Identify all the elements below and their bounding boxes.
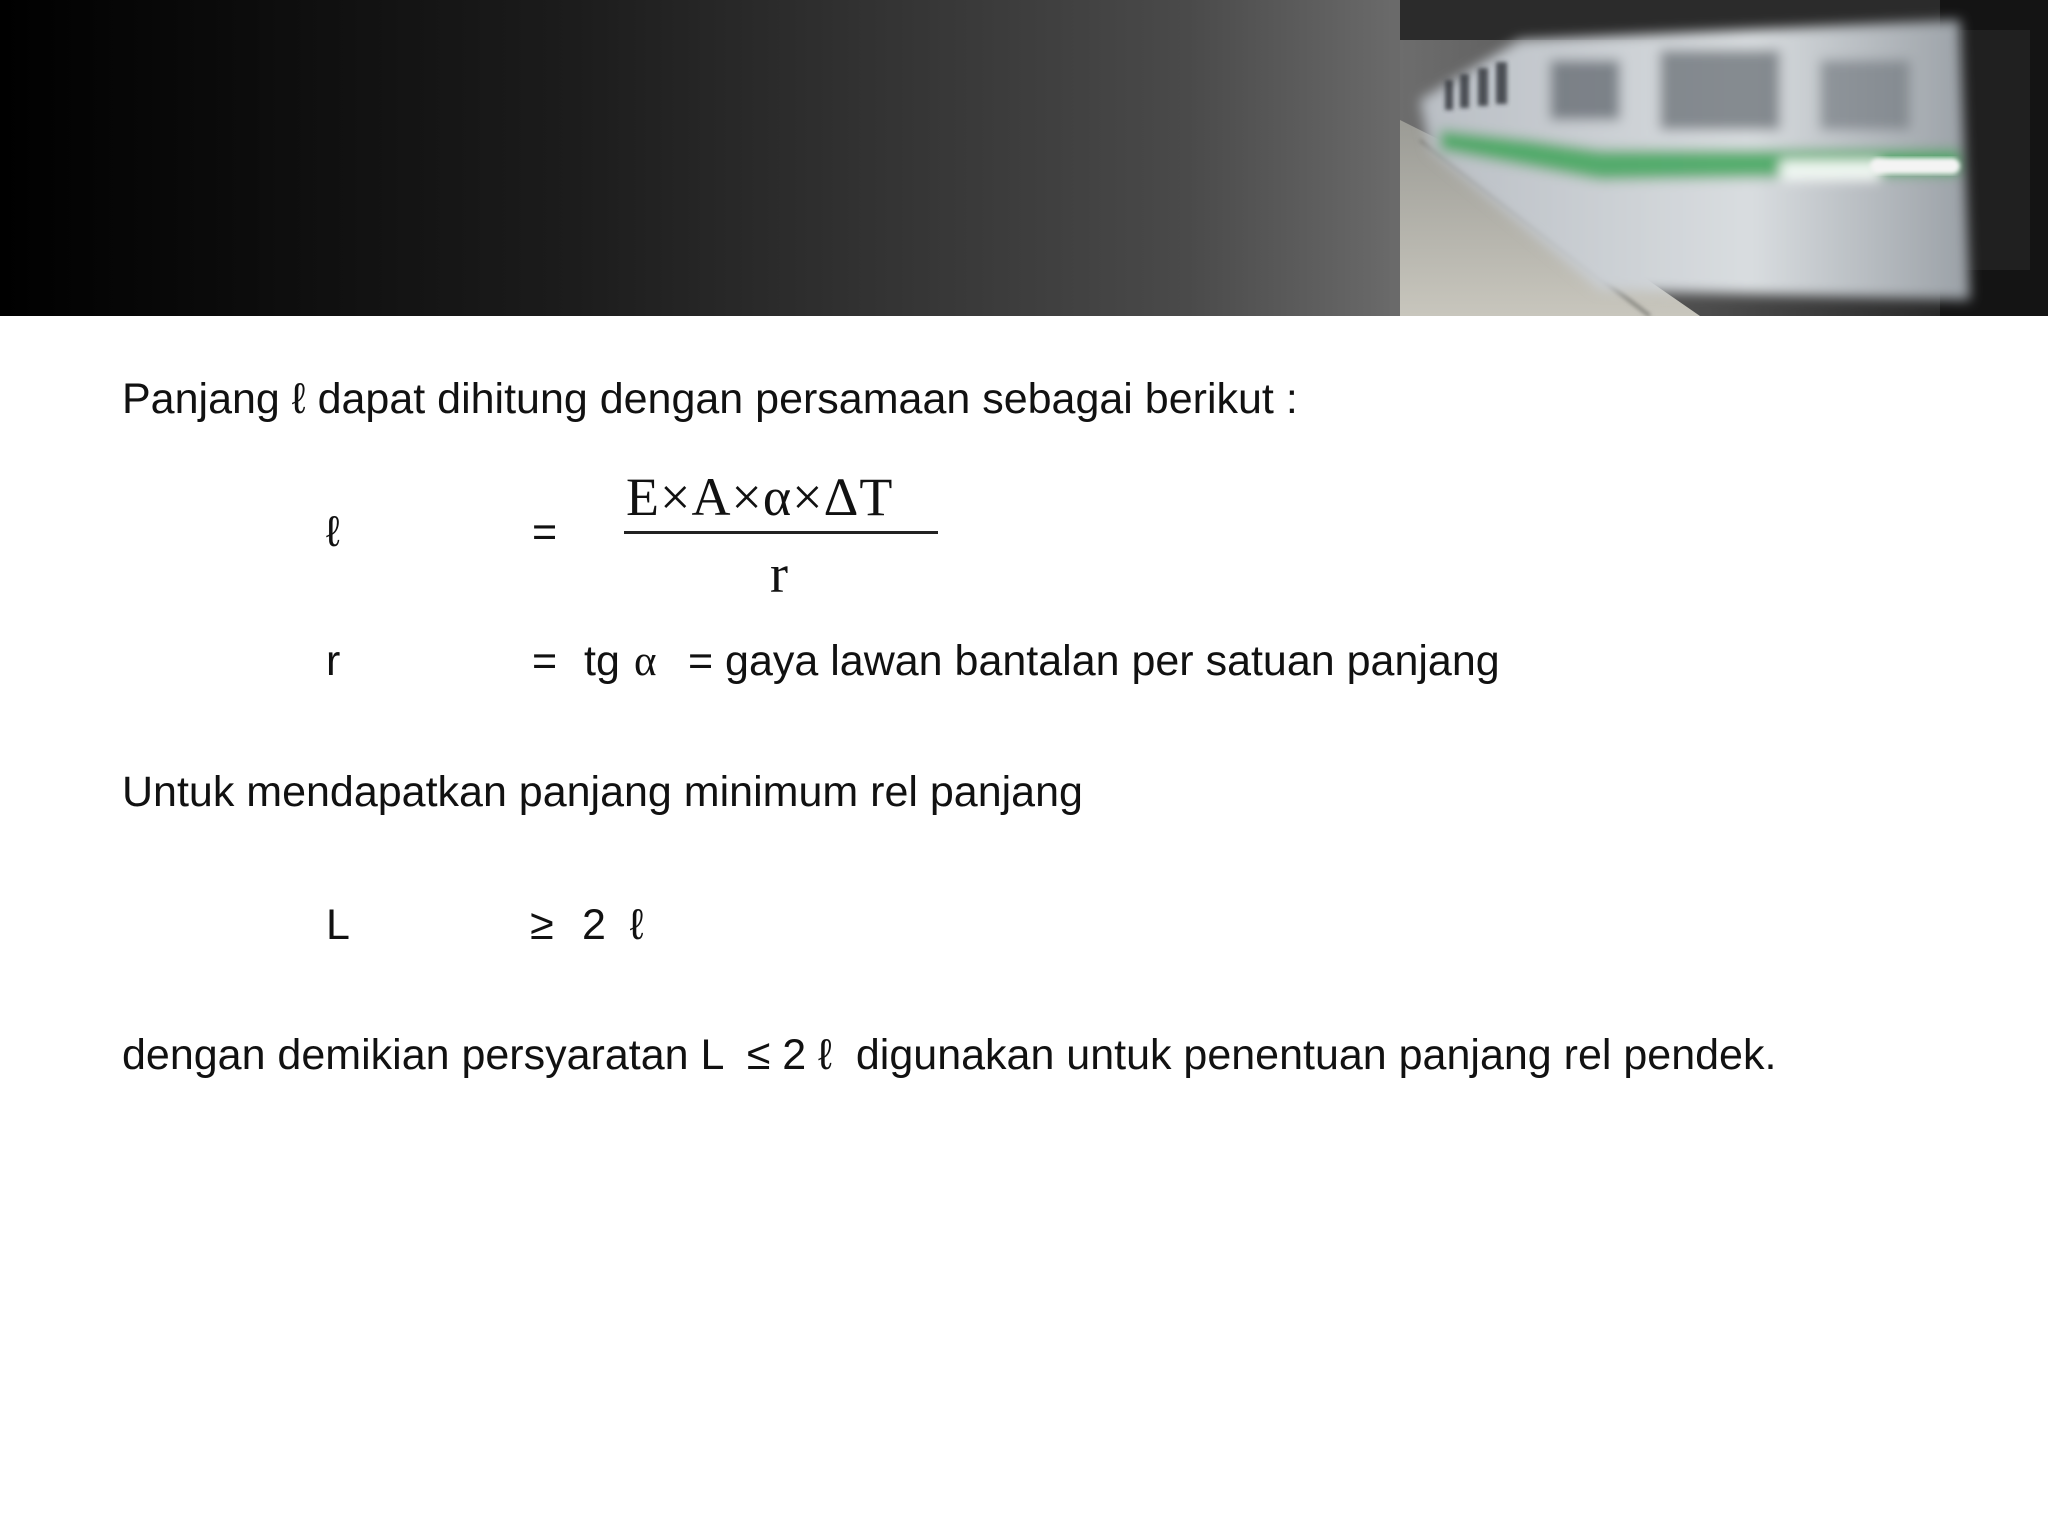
eq2-tg: tg <box>584 637 620 685</box>
header-band <box>0 0 2048 316</box>
eq1-denominator: r <box>770 544 788 604</box>
eq1-numerator: E×A×α×ΔT <box>626 467 894 527</box>
eq2-description: = gaya lawan bantalan per satuan panjang <box>688 637 1500 685</box>
eq1-operator: = <box>532 508 558 556</box>
eq2-alpha: α <box>634 638 657 685</box>
paragraph-minimum-length: Untuk mendapatkan panjang minimum rel panjang <box>122 768 1083 816</box>
eq2-operator: = <box>532 637 558 685</box>
train-photo <box>1400 0 2048 316</box>
intro-text: Panjang ℓ dapat dihitung dengan persamaan sebagai berikut : <box>122 375 1298 423</box>
eq1-lhs: ℓ <box>326 508 340 556</box>
fraction-bar <box>624 531 938 534</box>
paragraph-conclusion: dengan demikian persyaratan L ≤ 2 ℓ digunakan untuk penentuan panjang rel pendek. <box>122 1031 1777 1079</box>
eq3-rhs: 2 ℓ <box>582 901 644 949</box>
eq3-operator: ≥ <box>530 901 554 949</box>
eq2-lhs: r <box>326 637 341 685</box>
eq3-lhs: L <box>326 901 350 949</box>
